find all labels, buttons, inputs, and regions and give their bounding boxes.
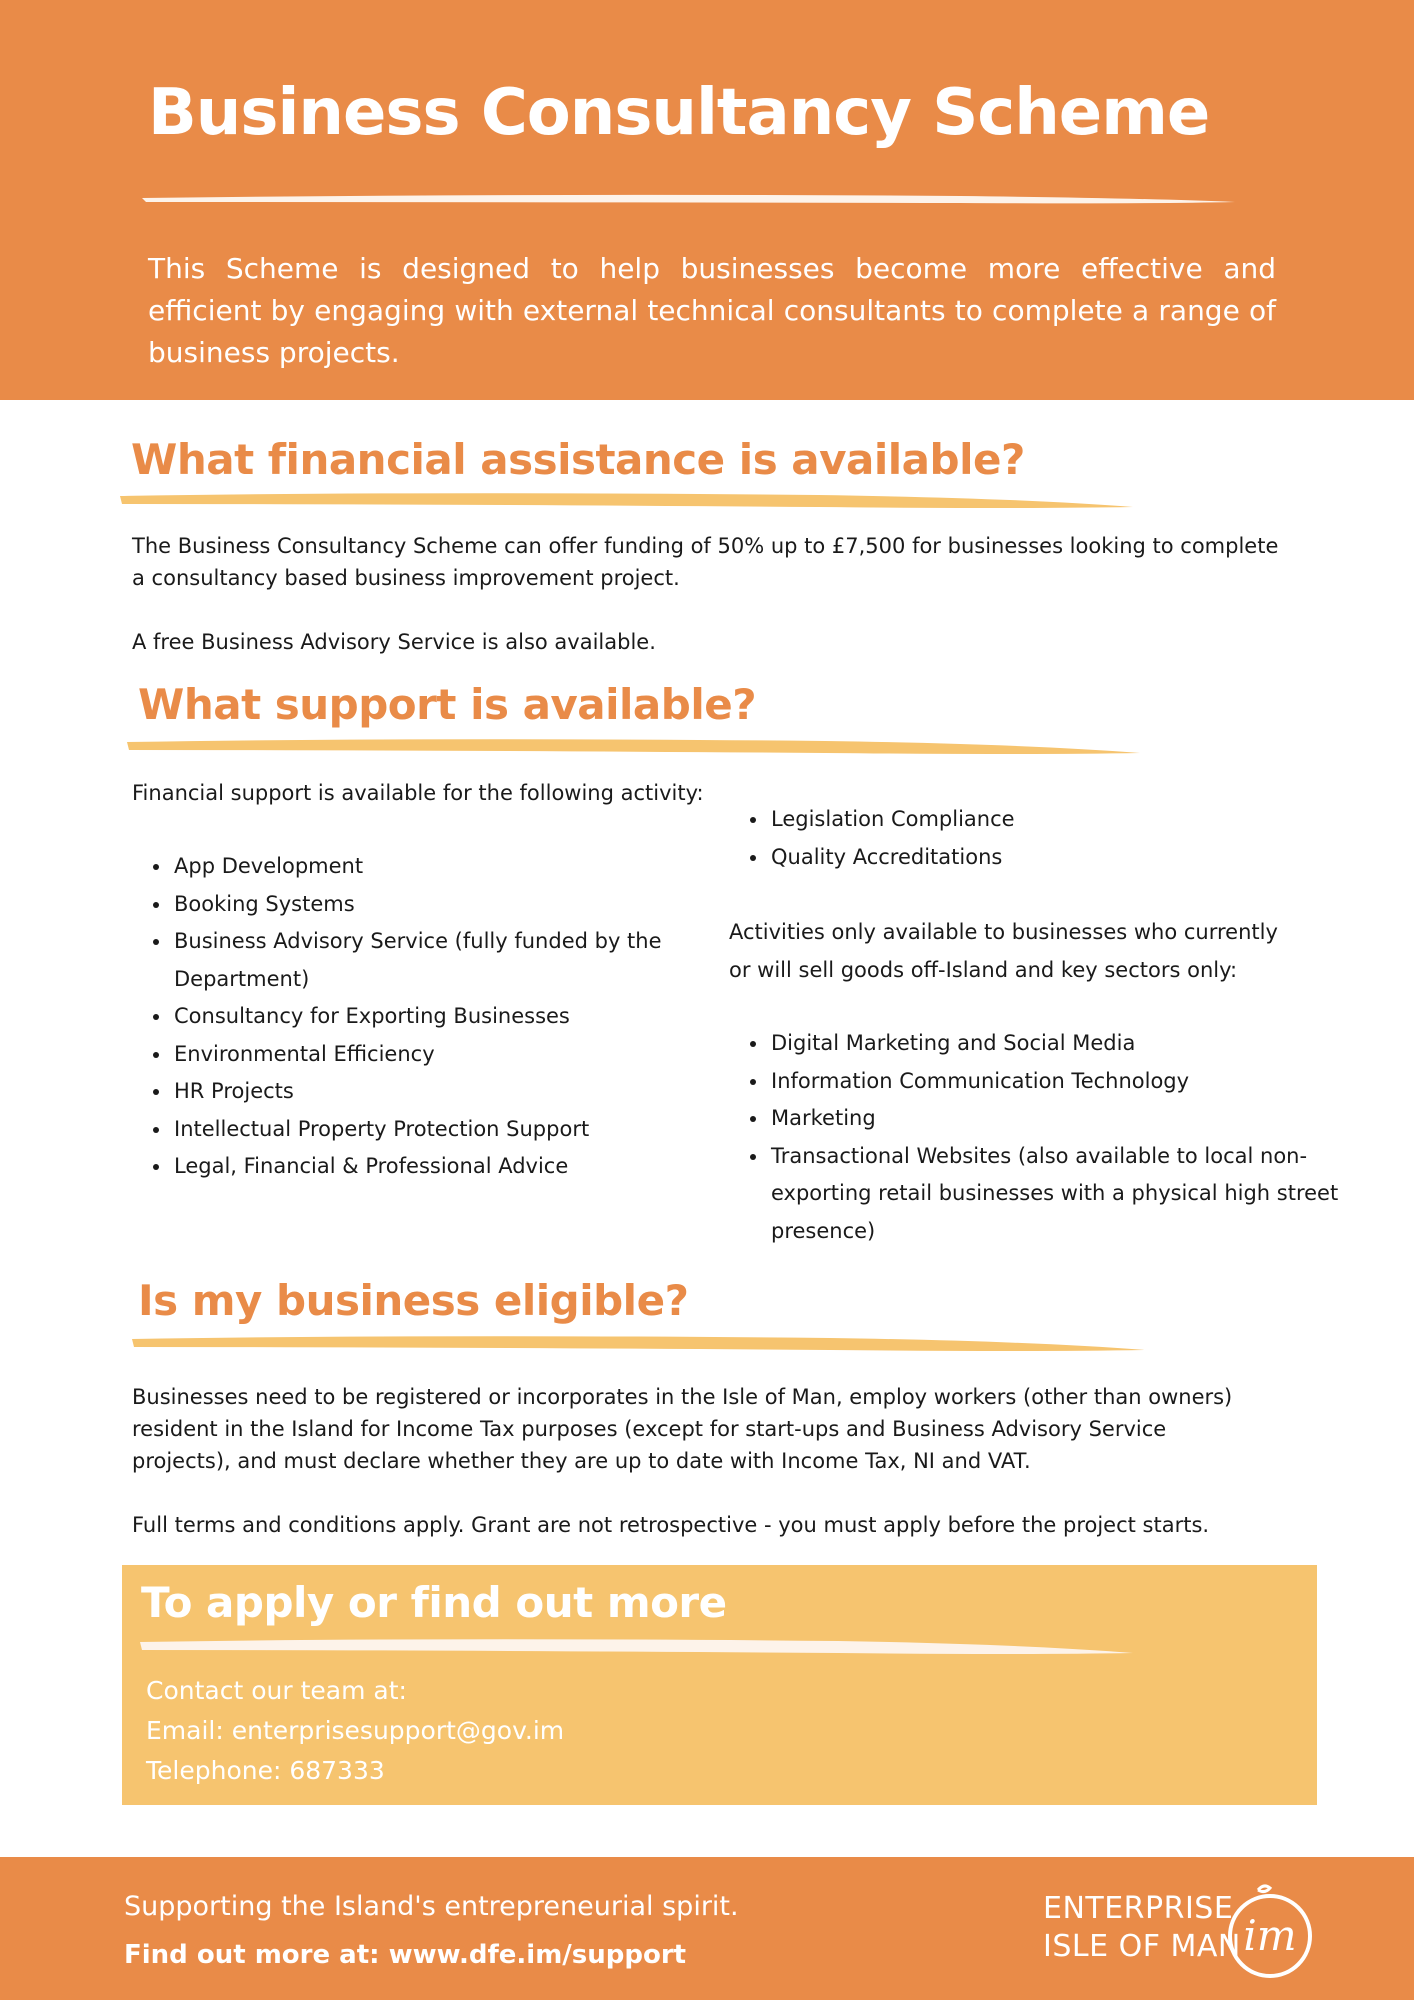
footer-tagline: Supporting the Island's entrepreneurial spirit.: [124, 1891, 739, 1922]
financial-paragraph-1: The Business Consultancy Scheme can offer funding of 50% up to £7,500 for businesses looking to complete a consultancy based business improvement project.: [132, 534, 1279, 590]
contact-email[interactable]: Email: enterprisesupport@gov.im: [146, 1716, 565, 1745]
eligibility-heading: Is my business eligible?: [138, 1276, 689, 1325]
logo-mark-text: im: [1243, 1911, 1297, 1960]
support-list-left: [132, 848, 732, 1186]
list-item: • Booking Systems: [172, 886, 732, 924]
contact-telephone[interactable]: Telephone: 687333: [146, 1756, 385, 1785]
support-list-right: [729, 801, 1329, 876]
eligibility-paragraph-2: Full terms and conditions apply. Grant are not retrospective - you must apply before the project starts.: [132, 1513, 1210, 1537]
apply-heading: To apply or find out more: [141, 1578, 727, 1627]
export-note: Activities only available to businesses who currently or will sell goods off-Island and key sectors only:: [729, 920, 1278, 982]
export-list: [729, 1025, 1339, 1250]
financial-heading: What financial assistance is available?: [131, 435, 1025, 484]
financial-paragraph-2: A free Business Advisory Service is also available.: [132, 630, 656, 654]
contact-label: Contact our team at:: [146, 1676, 407, 1705]
list-item: • Intellectual Property Protection Support: [172, 1111, 732, 1149]
list-item: • Information Communication Technology: [769, 1063, 1339, 1101]
apply-heading-stroke: [138, 1636, 1138, 1660]
list-item: • Transactional Websites (also available to local non-exporting retail businesses with a physical high street presence): [769, 1138, 1339, 1251]
list-item: • Quality Accreditations: [769, 839, 1329, 877]
list-item: • Digital Marketing and Social Media: [769, 1025, 1339, 1063]
page-title: Business Consultancy Scheme: [148, 76, 1210, 150]
list-item: • Business Advisory Service (fully funded by the Department): [172, 923, 732, 998]
footer-find-more-link[interactable]: Find out more at: www.dfe.im/support: [124, 1940, 687, 1970]
list-item: • HR Projects: [172, 1073, 732, 1111]
list-item: • App Development: [172, 848, 732, 886]
list-item: • Marketing: [769, 1100, 1339, 1138]
financial-heading-stroke: [118, 490, 1138, 514]
list-item: • Legislation Compliance: [769, 801, 1329, 839]
support-intro: Financial support is available for the following activity:: [132, 781, 704, 805]
logo-line-2: ISLE OF MAN: [1043, 1929, 1241, 1964]
logo-line-1: ENTERPRISE: [1043, 1891, 1234, 1926]
support-heading-stroke: [125, 736, 1145, 760]
support-heading: What support is available?: [138, 680, 757, 729]
enterprise-logo-icon: [1218, 1882, 1328, 1982]
intro-paragraph: This Scheme is designed to help businesses become more effective and efficient by engaging with external technical consultants to complete a range of business projects.: [148, 252, 1276, 369]
eligibility-heading-stroke: [130, 1333, 1150, 1357]
list-item: • Legal, Financial & Professional Advice: [172, 1148, 732, 1186]
eligibility-paragraph-1: Businesses need to be registered or incorporates in the Isle of Man, employ workers (other than owners) resident in the Island for Income Tax purposes (except for start-ups and Business Advisory Service projects), and must declare whether they are up to date with Income Tax, NI and VAT.: [132, 1385, 1233, 1473]
title-underline-stroke: [140, 190, 1240, 210]
list-item: • Consultancy for Exporting Businesses: [172, 998, 732, 1036]
list-item: • Environmental Efficiency: [172, 1036, 732, 1074]
